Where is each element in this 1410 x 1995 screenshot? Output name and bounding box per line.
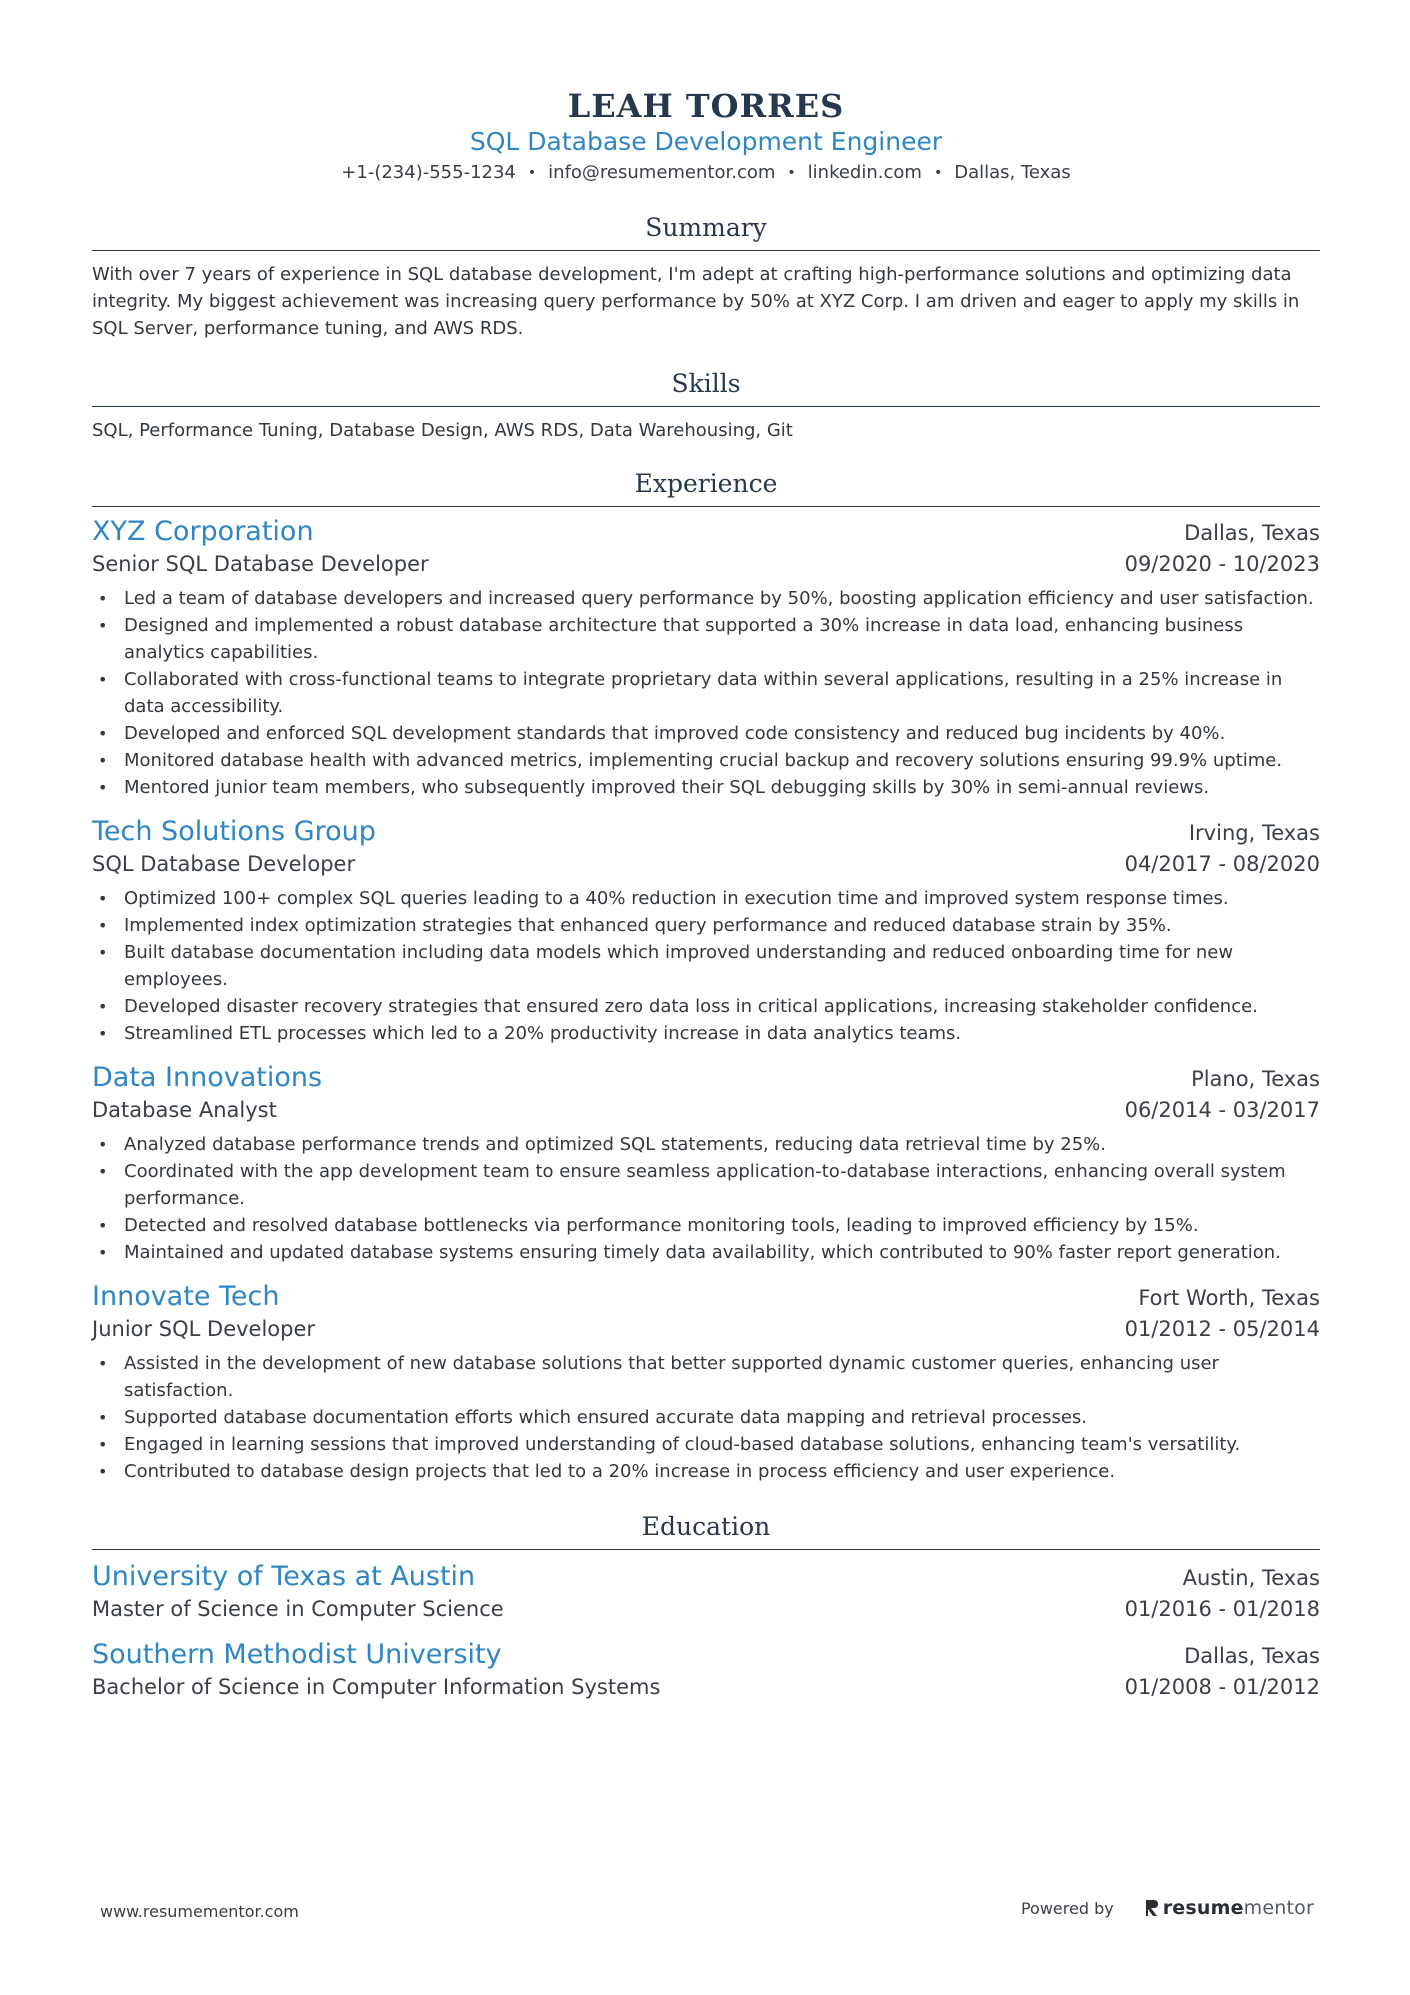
job-bullet: • Engaged in learning sessions that improved understanding of cloud-based database solutions, enhancing team's versatility. [92, 1431, 1320, 1458]
job-bullets [92, 1131, 1320, 1266]
job-entry [92, 815, 1320, 1047]
job-bullet: • Assisted in the development of new database solutions that better supported dynamic customer queries, enhancing user satisfaction. [92, 1350, 1320, 1404]
job-position: Senior SQL Database Developer [92, 552, 429, 576]
skills-text: SQL, Performance Tuning, Database Design, AWS RDS, Data Warehousing, Git [92, 420, 793, 441]
education-entry [92, 1560, 1320, 1624]
education-entry [92, 1638, 1320, 1702]
job-dates: 04/2017 - 08/2020 [1124, 852, 1320, 876]
job-bullet: • Developed and enforced SQL development standards that improved code consistency and reduced bug incidents by 40%. [92, 720, 1320, 747]
resume-content [92, 86, 1320, 1702]
skills-section [92, 368, 1320, 444]
job-bullet: • Optimized 100+ complex SQL queries leading to a 40% reduction in execution time and improved system response times. [92, 885, 1320, 912]
school-name: Southern Methodist University [92, 1639, 502, 1670]
summary-text: With over 7 years of experience in SQL database development, I'm adept at crafting high-performance solutions and optimizing data integrity. My biggest achievement was increasing query performance by 50% at XYZ Corp. I am driven and eager to apply my skills in SQL Server, performance tuning, and AWS RDS. [92, 264, 1300, 339]
candidate-name: LEAH TORRES [567, 87, 845, 125]
footer-branding [1021, 1897, 1314, 1919]
job-bullet: • Mentored junior team members, who subsequently improved their SQL debugging skills by 30% in semi-annual reviews. [92, 774, 1320, 801]
job-company: Data Innovations [92, 1062, 323, 1093]
resumementor-logo[interactable] [1144, 1897, 1314, 1919]
job-position: Database Analyst [92, 1098, 277, 1122]
job-bullet: • Detected and resolved database bottlenecks via performance monitoring tools, leading to improved efficiency by 15%. [92, 1212, 1320, 1239]
contact-location: Dallas, Texas [954, 162, 1071, 183]
powered-by-label: Powered by [1020, 1898, 1114, 1918]
job-company: XYZ Corporation [92, 516, 314, 547]
education-dates: 01/2016 - 01/2018 [1124, 1597, 1320, 1621]
candidate-role: SQL Database Development Engineer [469, 127, 943, 156]
logo-text-bold: resume [1162, 1897, 1244, 1919]
resumementor-logo-icon [1144, 1898, 1160, 1918]
job-bullet: • Streamlined ETL processes which led to a 20% productivity increase in data analytics teams. [92, 1020, 1320, 1047]
contact-separator: • [933, 165, 943, 181]
job-bullet: • Analyzed database performance trends and optimized SQL statements, reducing data retrieval time by 25%. [92, 1131, 1320, 1158]
job-bullet: • Contributed to database design projects that led to a 20% increase in process efficiency and user experience. [92, 1458, 1320, 1485]
job-dates: 01/2012 - 05/2014 [1124, 1317, 1320, 1341]
school-location: Dallas, Texas [1184, 1644, 1320, 1668]
job-bullet: • Led a team of database developers and increased query performance by 50%, boosting application efficiency and user satisfaction. [92, 585, 1320, 612]
job-bullets [92, 885, 1320, 1047]
section-title-experience: Experience [92, 468, 1320, 507]
section-title-skills: Skills [92, 368, 1320, 407]
job-position: SQL Database Developer [92, 852, 356, 876]
job-company: Innovate Tech [92, 1281, 280, 1312]
job-dates: 09/2020 - 10/2023 [1124, 552, 1320, 576]
section-title-education: Education [92, 1511, 1320, 1550]
job-entry [92, 1280, 1320, 1485]
job-entry [92, 1061, 1320, 1266]
education-dates: 01/2008 - 01/2012 [1124, 1675, 1320, 1699]
job-bullet: • Designed and implemented a robust database architecture that supported a 30% increase in data load, enhancing business analytics capabilities. [92, 612, 1320, 666]
job-entry [92, 515, 1320, 801]
section-title-summary: Summary [92, 212, 1320, 251]
experience-section [92, 468, 1320, 1485]
job-bullet: • Collaborated with cross-functional teams to integrate proprietary data within several applications, resulting in a 25% increase in data accessibility. [92, 666, 1320, 720]
footer-website[interactable]: www.resumementor.com [100, 1902, 299, 1921]
school-name: University of Texas at Austin [92, 1561, 476, 1592]
education-section [92, 1511, 1320, 1702]
job-bullet: • Maintained and updated database systems ensuring timely data availability, which contributed to 90% faster report generation. [92, 1239, 1320, 1266]
degree: Master of Science in Computer Science [92, 1597, 504, 1621]
job-bullet: • Built database documentation including data models which improved understanding and reduced onboarding time for new employees. [92, 939, 1320, 993]
job-company: Tech Solutions Group [92, 816, 376, 847]
summary-section [92, 212, 1320, 342]
job-bullet: • Implemented index optimization strategies that enhanced query performance and reduced database strain by 35%. [92, 912, 1320, 939]
job-bullets [92, 1350, 1320, 1485]
logo-text-light: mentor [1243, 1897, 1314, 1919]
school-location: Austin, Texas [1182, 1566, 1320, 1590]
job-dates: 06/2014 - 03/2017 [1124, 1098, 1320, 1122]
job-bullet: • Supported database documentation efforts which ensured accurate data mapping and retrieval processes. [92, 1404, 1320, 1431]
job-location: Fort Worth, Texas [1138, 1286, 1320, 1310]
contact-separator: • [527, 165, 537, 181]
degree: Bachelor of Science in Computer Information Systems [92, 1675, 661, 1699]
job-location: Dallas, Texas [1184, 521, 1320, 545]
contact-line [92, 160, 1320, 186]
job-bullet: • Developed disaster recovery strategies that ensured zero data loss in critical applications, increasing stakeholder confidence. [92, 993, 1320, 1020]
contact-separator: • [787, 165, 796, 181]
job-location: Plano, Texas [1191, 1067, 1320, 1091]
contact-phone: +1-(234)-555-1234 [341, 162, 516, 183]
job-bullets [92, 585, 1320, 801]
contact-email[interactable]: info@resumementor.com [548, 162, 776, 183]
job-bullet: • Monitored database health with advanced metrics, implementing crucial backup and recovery solutions ensuring 99.9% uptime. [92, 747, 1320, 774]
contact-linkedin[interactable]: linkedin.com [807, 162, 922, 183]
job-location: Irving, Texas [1188, 821, 1320, 845]
job-position: Junior SQL Developer [92, 1317, 316, 1341]
job-bullet: • Coordinated with the app development team to ensure seamless application-to-database interactions, enhancing overall system performance. [92, 1158, 1320, 1212]
